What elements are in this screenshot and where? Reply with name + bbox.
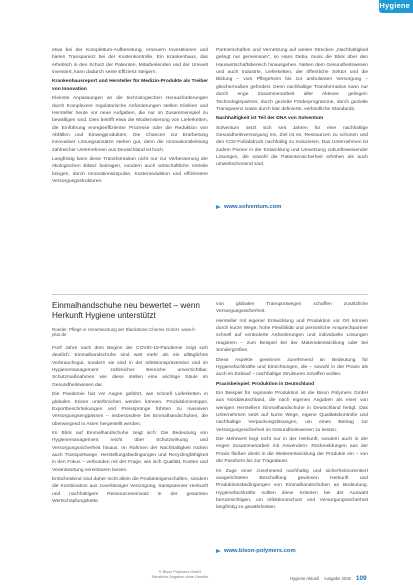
paragraph: Fünf Jahre nach dem Beginn der COVID-19-Pandemie zeigt sich deutlich: Einmalhandschuhe sind weit mehr als ein alltägliches Verbrauchsgut, sondern sie sind in der Infektionsprävention und im Hygienemanagement zahlreicher Bereiche unverzichtbar. Schutzmaßnahmen wie diese stellen eine wichtige Säule im Gesundheitswesen dar.: [52, 346, 208, 388]
section-badge-label: Hygiene: [379, 1, 410, 10]
paragraph: etwa bei der Komplettum-Aufbereitung, erneuern Investitionen und bieten Transparenz bei der Kostenkontrolle. Ein Krankenhaus, das erheblich in den Schutz der Patienten, Mitarbeitenden und der Umwelt investiert, kann dadurch seine Effizienz steigern.: [52, 48, 208, 76]
arrow-icon: [216, 549, 221, 553]
solventum-link[interactable]: [216, 204, 281, 210]
paragraph: Langfristig kann diese Transformation nicht nur zur Verbesserung der ökologischen Bilanz beitragen, sondern auch wirtschaftliche Vorteile bringen, durch Innovationsimpulse, Kostenreduktion und effizientere Versorgungsstrukturen.: [52, 157, 208, 185]
magazine-name: Hygiene Aktuell: [290, 576, 319, 581]
column-right-top: [216, 47, 368, 171]
paragraph: Kleinste Anpassungen an die technologischen Herausforderungen durch Komplexere regulatorische Anforderungen stellen Kliniken und Hersteller heute vor neue Aufgaben, die nur im Zusammenspiel zu bewältigen sind. Dies betrifft etwa die Modernisierung von Lieferketten, die Einführung energieeffizienter Prozesse oder die Reduktion von Abfällen und Einwegprodukten. Die Chancen zur Erarbeitung innovativer Lösungsansätze stehen gut, denn die Innovationsleistung zahlreicher Unternehmen aus Deutschland ist hoch.: [52, 96, 208, 153]
column-left-bottom: [52, 345, 208, 508]
paragraph: Im Zuge einer zunehmend nachhaltig und sicherheitsorientiert ausgerichteten Beschaffung gewinnen Herkunft und Produktionsbedingungen von Einmalhandschuhen an Bedeutung. Hygienefachkräfte sollten diese Kriterien bei der Auswahl berücksichtigen, um Infektionsschutz und Versorgungssicherheit langfristig zu gewährleisten.: [216, 468, 368, 511]
footer-publication: [290, 575, 367, 582]
article-divider: [52, 294, 368, 295]
paragraph: Der Mehrwert liegt nicht nur in der Herkunft, sondern auch in der engen Zusammenarbeit mit Anwendern: Rückmeldungen aus der Praxis fließen direkt in die Weiterentwicklung der Produkte ein – von der Passform bis zur Tragedauer.: [216, 437, 368, 465]
subheading: Nachhaltigkeit ist Teil der DNA von Solventum: [216, 116, 324, 122]
issue-label: Ausgabe 2025: [323, 576, 351, 581]
subheading: Praxisbeispiel: Produktion in Deutschland: [216, 381, 315, 387]
paragraph: von globalen Transportwegen schaffen zusätzliche Versorgungssicherheit.: [216, 302, 368, 315]
paragraph: Die Pandemie hat vor Augen geführt, wie schnell Lieferketten in globalen Krisen unterbrochen werden können. Produktionsstopps, Exportbeschränkungen und Preissprünge führten zu massiven Versorgungsengpässen – insbesondere bei Einmalhandschuhen, die überwiegend in Asien hergestellt werden.: [52, 392, 208, 427]
footer-credit-line: Sämtliche Angaben ohne Gewähr: [151, 574, 209, 579]
column-right-bottom: [216, 301, 368, 514]
paragraph: Entscheidend sind daher nicht allein die Produkteigenschaften, sondern die Kombination aus zuverlässiger Versorgung, transparenter Herkunft und nachhaltigem Ressourceneinsatz in der gesamten Wertschöpfungskette.: [52, 477, 208, 505]
footer-credit-line: © Bison Polymers GmbH: [158, 570, 202, 574]
page-number: 109: [355, 575, 367, 582]
article-title: Einmalhandschuhe neu bewertet – wenn Herkunft Hygiene unterstützt: [52, 301, 200, 320]
article-author: Roeder, Pflege in Verantwortung der Blackstone Chemie GmbH. www.h-plus.de: [52, 327, 197, 337]
arrow-icon: [216, 205, 221, 209]
paragraph: Im Blick auf Einmalhandschuhe zeigt sich: Die Bedeutung von Hygienemanagement reicht über Schutzwirkung und Versorgungssicherheit hinaus. Im Rahmen der Nachhaltigkeit rücken auch Transportwege, Herstellungsbedingungen und Recyclingfähigkeit in den Fokus – verbunden mit der Frage, wie sich Qualität, Kosten und Verantwortung vereinbaren lassen.: [52, 430, 208, 473]
paragraph: Hersteller mit eigener Entwicklung und Produktion vor Ort können durch kurze Wege, hohe Flexibilität und persönliche Ansprechpartner schnell auf veränderte Anforderungen und individuelle Lösungen reagieren – zum Beispiel bei der Materialentwicklung oder bei Sondergrößen.: [216, 318, 368, 354]
section-badge: [379, 0, 413, 13]
footer-credits: [120, 570, 240, 580]
subheading: Krankenhausreport und Hersteller für Medizin-Produkte als Treiber von Innovation: [52, 79, 208, 92]
bison-polymers-link-text[interactable]: www.bison-polymers.com: [224, 548, 296, 554]
column-left-top: [52, 47, 208, 187]
bison-polymers-link[interactable]: [216, 548, 296, 554]
paragraph: Ein Beispiel für regionale Produktion ist die Bison Polymers GmbH aus Norddeutschland, die nach eigenen Angaben als einer von wenigen Herstellern Einmalhandschuhe in Deutschland fertigt. Das Unternehmen setzt auf kurze Wege, eigene Qualitätskontrolle und nachhaltige Verpackungslösungen, um einen Beitrag zur Versorgungssicherheit im Gesundheitswesen zu leisten.: [216, 390, 368, 433]
solventum-link-text[interactable]: www.solventum.com: [224, 204, 282, 210]
paragraph: Solventum setzt sich seit Jahren für eine nachhaltige Gesundheitsversorgung ein. Ziel ist es, Ressourcen zu schonen und den CO2-Fußabdruck nachhaltig zu reduzieren. Das Unternehmen ist zudem Pionier in der Entwicklung und Umsetzung zukunftsweisender Lösungen, die sowohl die Patientensicherheit erhöhen als auch umweltschonend sind.: [216, 125, 368, 168]
paragraph: Partnerschaften und Vernetzung auf weiten Strecken „Nachhaltigkeit gelingt nur gemeinsam“, so Hans Deba, muss die Blick über den Hauswirtschaftsbereich hinausgehen. Neben dem Gesundheitswesen und auch Industrie, Lieferketten, der öffentliche Sektor und die Bildung – vom Pflegeheim bis zur ambulanten Versorgung – gleichermaßen gefordert. Denn nachhaltige Transformation kann nur durch enge Zusammenarbeit aller Akteure gelingen: Technologiepartner, durch gezielte Förderprogramme, durch gezielte Transparenz sowie durch klar definierte, verbindliche Standards.: [216, 48, 368, 112]
paragraph: Diese Aspekte gewinnen zunehmend an Bedeutung für Hygienefachkräfte und Einrichtungen, die – sowohl in der Praxis als auch im Einkauf – nachhaltige Strukturen schaffen wollen.: [216, 357, 368, 378]
